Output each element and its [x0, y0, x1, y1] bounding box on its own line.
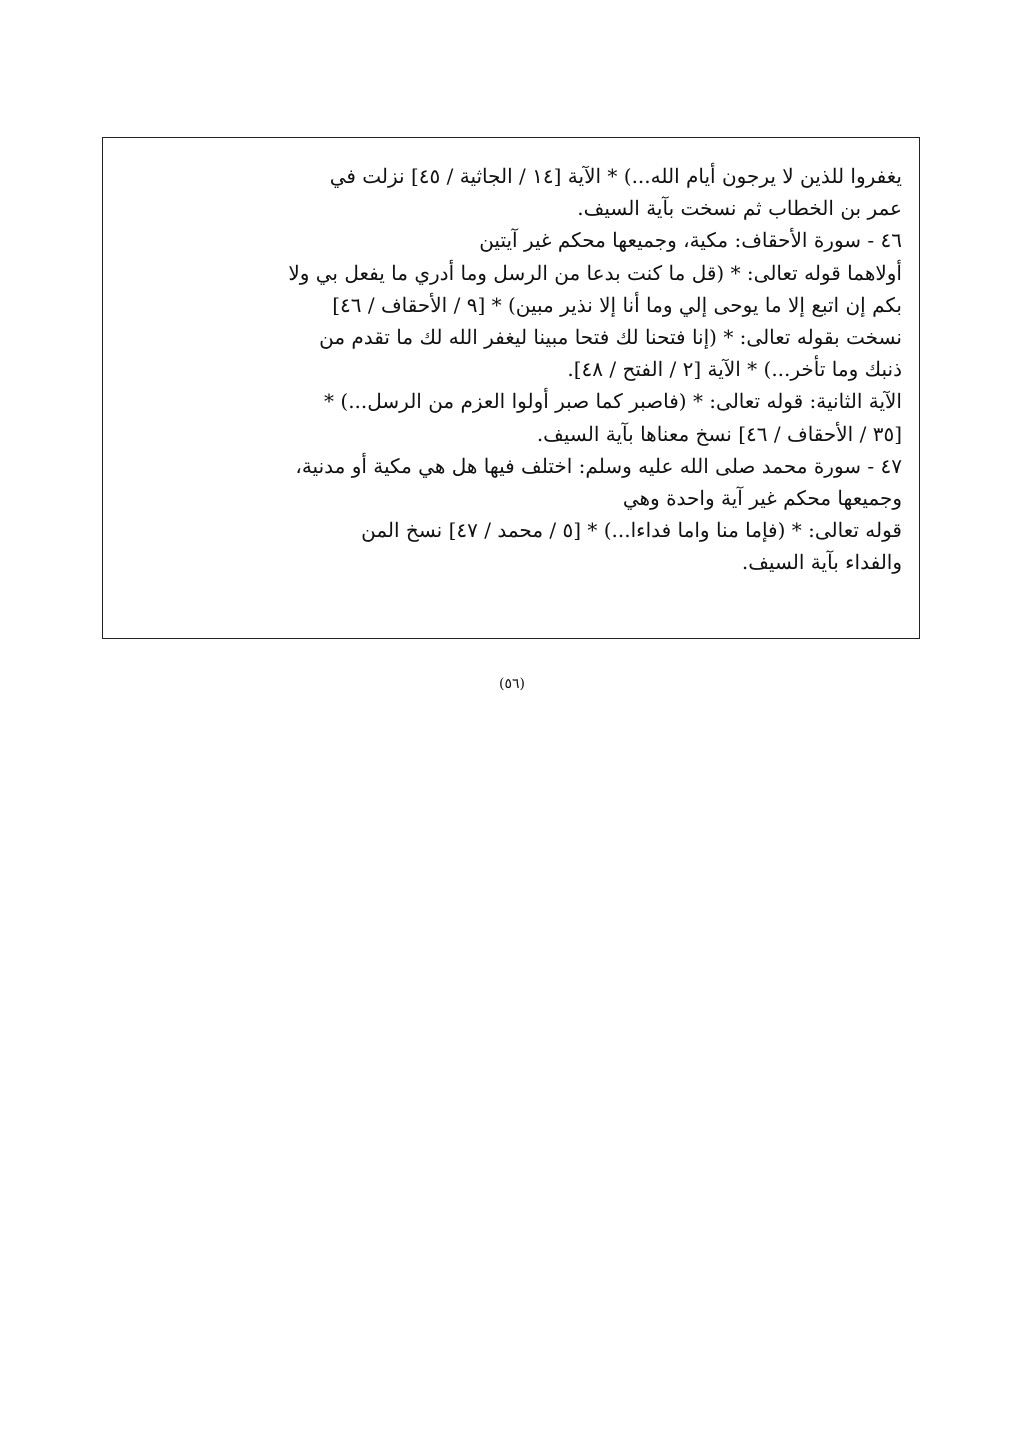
text-body	[190, 160, 920, 578]
text-line: ذنبك وما تأخر...) * الآية [٢ / الفتح / ٤٨].	[567, 357, 902, 382]
text-line: بكم إن اتبع إلا ما يوحى إلي وما أنا إلا نذير مبين) * [٩ / الأحقاف / ٤٦]	[332, 292, 902, 317]
text-line: نسخت بقوله تعالى: * (إنا فتحنا لك فتحا مبينا ليغفر الله لك ما تقدم من	[319, 324, 902, 349]
text-line: وجميعها محكم غير آية واحدة وهي	[622, 485, 902, 510]
text-line: أولاهما قوله تعالى: * (قل ما كنت بدعا من الرسل وما أدري ما يفعل بي ولا	[288, 260, 902, 285]
text-line: والفداء بآية السيف.	[741, 550, 902, 575]
text-line: قوله تعالى: * (فإما منا واما فداءا...) * [٥ / محمد / ٤٧] نسخ المن	[361, 518, 902, 543]
text-line: ٤٧ - سورة محمد صلى الله عليه وسلم: اختلف فيها هل هي مكية أو مدنية،	[295, 453, 902, 478]
page-number: (٥٦)	[499, 676, 525, 692]
text-line: [٣٥ / الأحقاف / ٤٦] نسخ معناها بآية السيف.	[536, 421, 902, 446]
text-line: ٤٦ - سورة الأحقاف: مكية، وجميعها محكم غير آيتين	[479, 228, 902, 253]
text-line: الآية الثانية: قوله تعالى: * (فاصبر كما صبر أولوا العزم من الرسل...) *	[324, 389, 902, 414]
text-line: عمر بن الخطاب ثم نسخت بآية السيف.	[577, 196, 902, 221]
text-line: يغفروا للذين لا يرجون أيام الله...) * الآية [١٤ / الجاثية / ٤٥] نزلت في	[329, 164, 902, 188]
